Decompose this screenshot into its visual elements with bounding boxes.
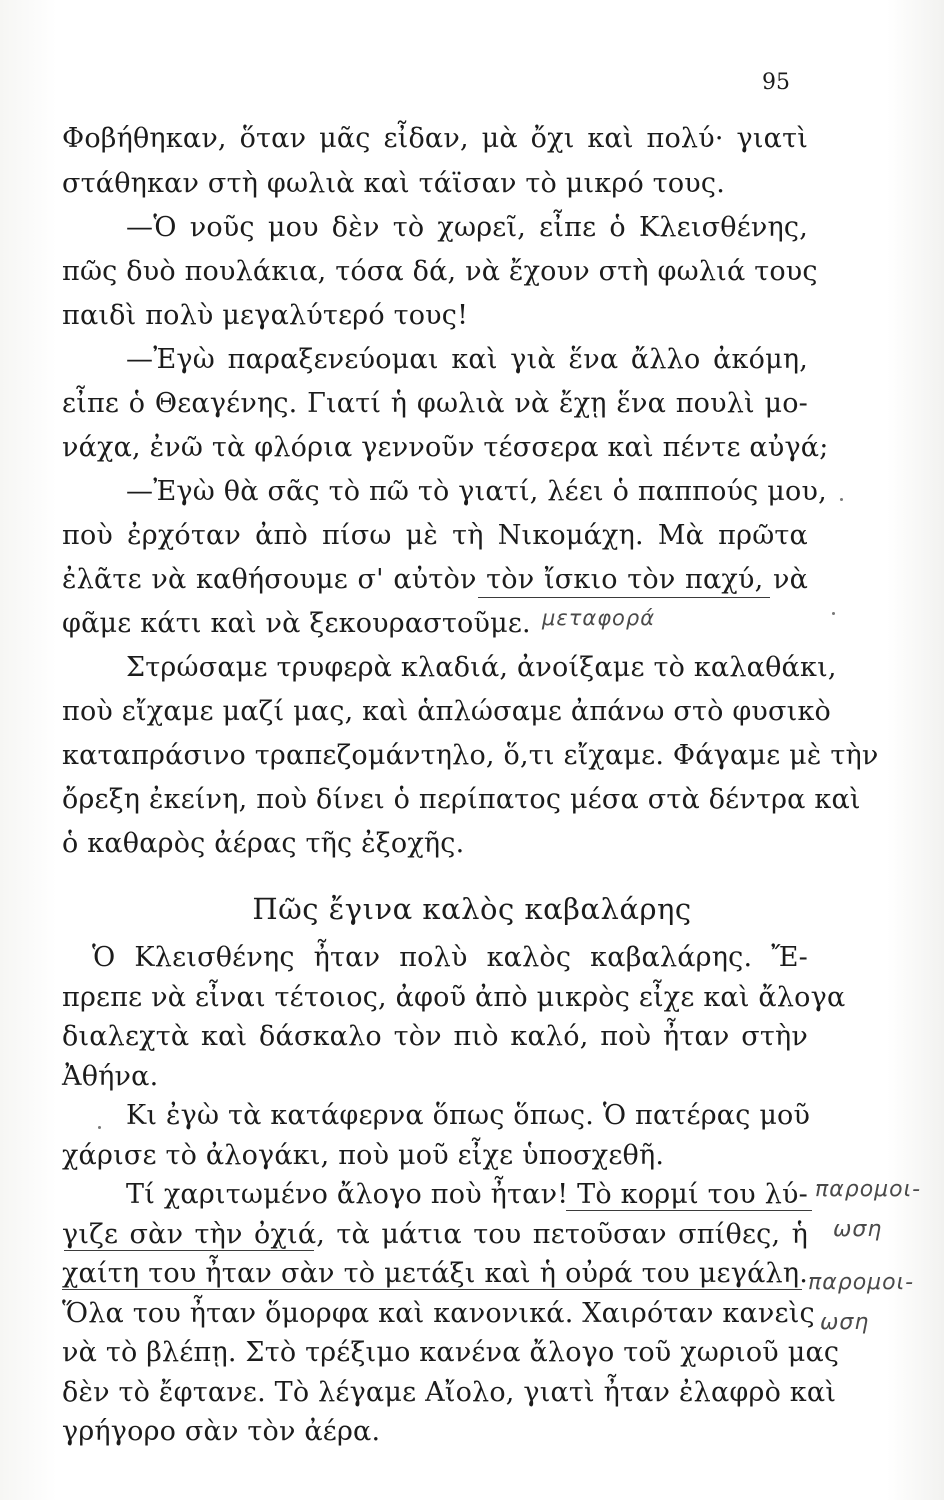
- text-line: ὄρεξη ἐκείνη, ποὺ δίνει ὁ περίπατος μέσα στὰ δέντρα καὶ: [62, 784, 861, 815]
- text-line: Κι ἐγὼ τὰ κατάφερνα ὅπως ὅπως. Ὁ πατέρας μοῦ: [126, 1100, 811, 1131]
- handwritten-note-paromoiosi-1a: παρομοι-: [815, 1177, 922, 1202]
- text-line: ἐλᾶτε νὰ καθήσουμε σ' αὐτὸν τὸν ἴσκιο τὸν παχύ, νὰ: [62, 564, 808, 595]
- text-line: γρήγορο σὰν τὸν ἀέρα.: [62, 1416, 381, 1447]
- text-line: νὰ τὸ βλέπῃ. Στὸ τρέξιμο κανένα ἄλογο τοῦ χωριοῦ μας: [62, 1337, 840, 1368]
- text-line: ὁ καθαρὸς ἀέρας τῆς ἐξοχῆς.: [62, 828, 465, 859]
- text-line: στάθηκαν στὴ φωλιὰ καὶ τάϊσαν τὸ μικρό τους.: [62, 168, 725, 199]
- text-line: χαίτη του ἦταν σὰν τὸ μετάξι καὶ ἡ οὐρά του μεγάλη.: [62, 1258, 808, 1289]
- handwritten-note-metafora: μεταφορά: [542, 606, 656, 630]
- margin-speck: [98, 1126, 101, 1129]
- text-line: Ὅλα του ἦταν ὅμορφα καὶ κανονικά. Χαιρόταν κανεὶς: [62, 1297, 815, 1329]
- page-number: 95: [762, 70, 790, 95]
- text-line: Τί χαριτωμένο ἄλογο ποὺ ἦταν! Τὸ κορμί του λύ-: [126, 1179, 808, 1210]
- text-line: καταπράσινο τραπεζομάντηλο, ὅ,τι εἴχαμε. Φάγαμε μὲ τὴν: [62, 740, 879, 771]
- text-line: Ἀθήνα.: [62, 1060, 159, 1092]
- text-line: νάχα, ἐνῶ τὰ φλόρια γεννοῦν τέσσερα καὶ πέντε αὐγά;: [62, 432, 829, 463]
- text-line: δὲν τὸ ἔφτανε. Τὸ λέγαμε Αἴολο, γιατὶ ἦταν ἐλαφρὸ καὶ: [62, 1376, 837, 1408]
- text-line: ποὺ εἴχαμε μαζί μας, καὶ ἁπλώσαμε ἀπάνω στὸ φυσικὸ: [62, 696, 831, 727]
- text-line: Στρώσαμε τρυφερὰ κλαδιά, ἀνοίξαμε τὸ καλαθάκι,: [126, 652, 837, 683]
- text-line: —Ἐγὼ παραξενεύομαι καὶ γιὰ ἕνα ἄλλο ἀκόμη,: [126, 344, 808, 375]
- section-heading: Πῶς ἔγινα καλὸς καβαλάρης: [252, 892, 692, 926]
- handwritten-note-paromoiosi-2b: ωση: [820, 1309, 870, 1335]
- text-line: ποὺ ἐρχόταν ἀπὸ πίσω μὲ τὴ Νικομάχη. Μὰ πρῶτα: [62, 520, 808, 551]
- text-line: παιδὶ πολὺ μεγαλύτερό τους!: [62, 300, 469, 331]
- text-line: εἶπε ὁ Θεαγένης. Γιατί ἡ φωλιὰ νὰ ἔχῃ ἕνα πουλὶ μο-: [62, 388, 808, 419]
- text-line: πρεπε νὰ εἶναι τέτοιος, ἀφοῦ ἀπὸ μικρὸς εἶχε καὶ ἄλογα: [62, 981, 846, 1013]
- pencil-underline: [64, 1250, 314, 1251]
- text-line: —Ὁ νοῦς μου δὲν τὸ χωρεῖ, εἶπε ὁ Κλεισθένης,: [126, 212, 808, 243]
- text-line: Ὁ Κλεισθένης ἦταν πολὺ καλὸς καβαλάρης. Ἔ-: [92, 942, 808, 973]
- handwritten-note-paromoiosi-1b: ωση: [833, 1216, 883, 1242]
- handwritten-note-paromoiosi-2a: παρομοι-: [808, 1270, 915, 1295]
- pencil-underline: [62, 1289, 802, 1290]
- pencil-underline: [478, 597, 770, 598]
- margin-speck: [840, 498, 843, 501]
- margin-speck: [832, 612, 835, 615]
- text-line: —Ἐγὼ θὰ σᾶς τὸ πῶ τὸ γιατί, λέει ὁ παππούς μου,: [126, 476, 827, 507]
- text-line: χάρισε τὸ ἀλογάκι, ποὺ μοῦ εἶχε ὑποσχεθῆ.: [62, 1139, 665, 1171]
- pencil-underline: [566, 1210, 812, 1211]
- text-line: γιζε σὰν τὴν ὀχιά, τὰ μάτια του πετοῦσαν σπίθες, ἡ: [62, 1218, 808, 1250]
- text-line: φᾶμε κάτι καὶ νὰ ξεκουραστοῦμε.: [62, 608, 531, 639]
- text-line: Φοβήθηκαν, ὅταν μᾶς εἶδαν, μὰ ὄχι καὶ πολύ· γιατὶ: [62, 123, 808, 154]
- text-line: διαλεχτὰ καὶ δάσκαλο τὸν πιὸ καλό, ποὺ ἦταν στὴν: [62, 1021, 808, 1052]
- text-line: πῶς δυὸ πουλάκια, τόσα δά, νὰ ἔχουν στὴ φωλιά τους: [62, 256, 818, 287]
